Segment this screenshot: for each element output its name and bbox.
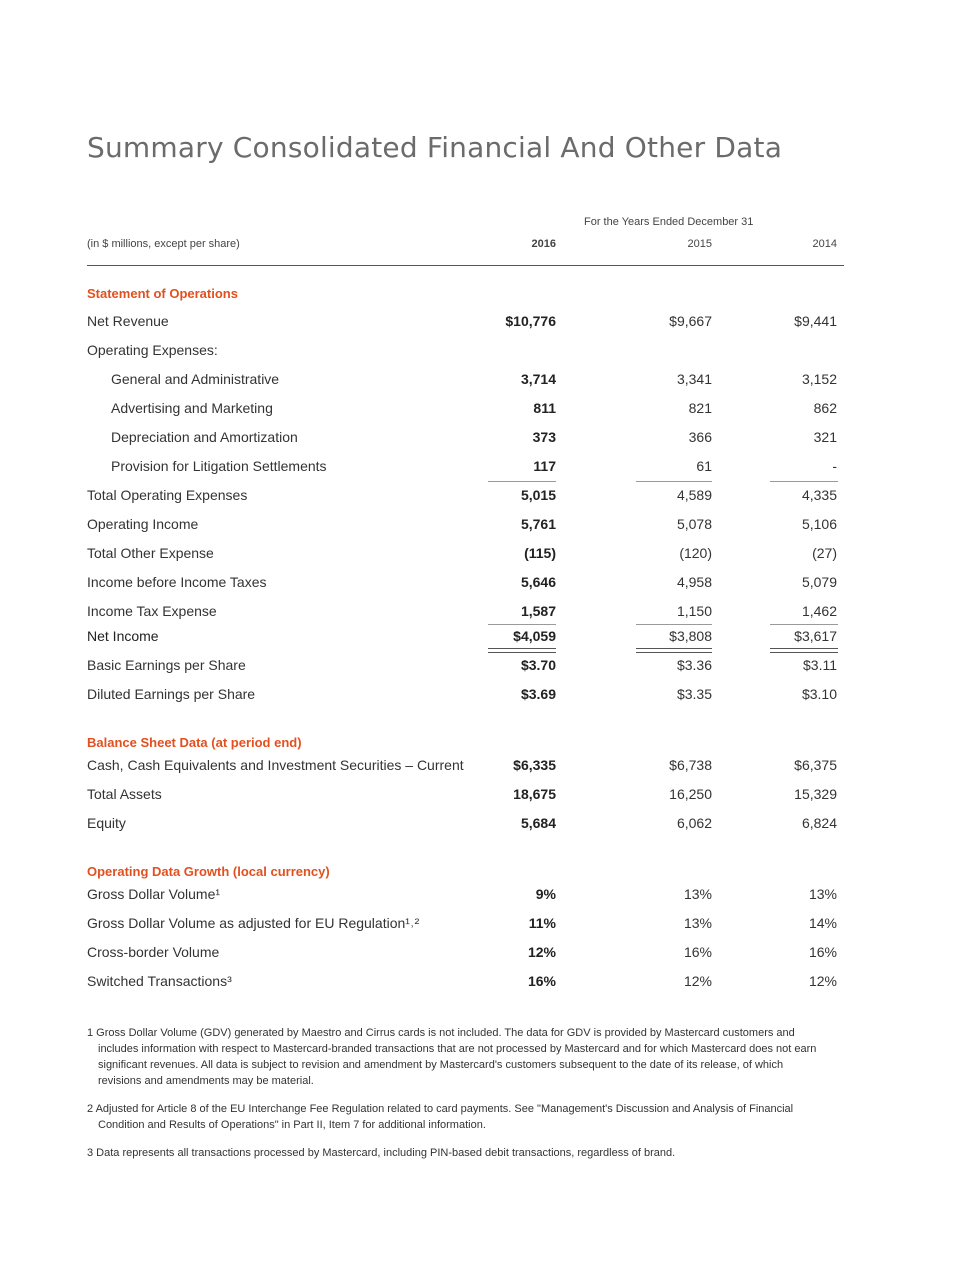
table-row-advertising-marketing	[0, 400, 960, 422]
table-row-litigation-provision	[0, 458, 960, 480]
value-2016: 18,675	[513, 786, 556, 802]
row-label: Basic Earnings per Share	[87, 657, 246, 673]
row-label: Operating Expenses:	[87, 342, 218, 358]
table-row-depreciation-amortization	[0, 429, 960, 451]
row-label: Total Assets	[87, 786, 162, 802]
value-2016: $3.70	[520, 657, 556, 673]
row-label: Operating Income	[87, 516, 199, 532]
value-2015: 3,341	[676, 371, 712, 387]
table-row-income-tax-expense	[0, 603, 960, 625]
value-2016: 9%	[535, 886, 556, 902]
row-label: Advertising and Marketing	[111, 400, 273, 416]
value-2014: $3.11	[803, 657, 837, 673]
table-row-switched-transactions	[0, 973, 960, 995]
subtotal-rule-2015	[636, 481, 712, 482]
footnote-2: 2 Adjusted for Article 8 of the EU Interchange Fee Regulation related to card payments. See "Management's Discussion and Analysis of Financial Condition and Results of Operations" in Part II, Item 7 for additional information.	[87, 1103, 794, 1131]
value-2014: $9,441	[794, 313, 837, 329]
value-2015: 6,062	[676, 815, 712, 831]
value-2014: 16%	[808, 944, 837, 960]
value-2016: 3,714	[520, 371, 556, 387]
value-2015: $3,808	[669, 628, 712, 644]
units-label: (in $ millions, except per share)	[87, 238, 240, 250]
value-2016: 12%	[527, 944, 556, 960]
value-2014: 4,335	[801, 487, 837, 503]
value-2016: 5,015	[520, 487, 556, 503]
value-2014: 6,824	[801, 815, 837, 831]
value-2014: $3,617	[794, 628, 837, 644]
table-row-gdv-adjusted-eu	[0, 915, 960, 937]
value-2014: 321	[813, 429, 837, 445]
row-label: Cross-border Volume	[87, 944, 220, 960]
section-title-operations: Statement of Operations	[87, 286, 238, 301]
value-2014: 15,329	[794, 786, 837, 802]
year-column-2016: 2016	[531, 238, 556, 250]
value-2015: 4,589	[676, 487, 712, 503]
row-label: Income before Income Taxes	[87, 574, 267, 590]
table-row-diluted-eps	[0, 686, 960, 708]
value-2016: $3.69	[520, 686, 556, 702]
value-2015: 16%	[683, 944, 712, 960]
value-2014: 12%	[808, 973, 837, 989]
value-2016: 11%	[528, 915, 556, 931]
value-2016: $10,776	[505, 313, 556, 329]
footnotes	[87, 1025, 827, 1173]
value-2014: (27)	[812, 545, 837, 561]
value-2015: 13%	[683, 886, 712, 902]
value-2015: 16,250	[669, 786, 712, 802]
row-label: Gross Dollar Volume as adjusted for EU Regulation¹˒²	[87, 915, 420, 931]
row-label: Gross Dollar Volume¹	[87, 886, 221, 902]
value-2016: 1,587	[520, 603, 556, 619]
value-2014: 14%	[808, 915, 837, 931]
years-header: For the Years Ended December 31	[584, 216, 754, 228]
table-row-net-income	[0, 628, 960, 650]
row-label: Total Operating Expenses	[87, 487, 248, 503]
section-title-balance-sheet: Balance Sheet Data (at period end)	[87, 735, 302, 750]
value-2016: 5,646	[520, 574, 556, 590]
value-2016: 117	[533, 458, 556, 474]
value-2014: $3.10	[801, 686, 837, 702]
value-2015: 821	[688, 400, 712, 416]
row-label: Net Revenue	[87, 313, 169, 329]
value-2016: 5,761	[520, 516, 556, 532]
row-label: Income Tax Expense	[87, 603, 217, 619]
value-2015: $3.36	[676, 657, 712, 673]
value-2014: -	[832, 458, 837, 474]
row-label: Switched Transactions³	[87, 973, 232, 989]
value-2016: (115)	[524, 545, 556, 561]
double-rule-2015	[636, 648, 712, 653]
value-2015: 366	[688, 429, 712, 445]
row-label: Provision for Litigation Settlements	[111, 458, 327, 474]
footnote-1: 1 Gross Dollar Volume (GDV) generated by Maestro and Cirrus cards is not included. The data for GDV is provided by Mastercard customers and includes information with respect to Mastercard-branded transactions that are not processed by Mastercard and for which Mastercard does not earn significant revenues. All data is subject to revision and amendment by Mastercard's customers subsequent to the date of its release, of which revisions and amendments may be material.	[87, 1027, 817, 1087]
table-row-net-revenue	[0, 313, 960, 335]
value-2016: 5,684	[520, 815, 556, 831]
value-2014: 5,079	[801, 574, 837, 590]
value-2015: (120)	[679, 545, 712, 561]
double-rule-2014	[770, 648, 838, 653]
row-label: Equity	[87, 815, 126, 831]
row-label: Depreciation and Amortization	[111, 429, 298, 445]
table-row-cash-equivalents	[0, 757, 960, 779]
table-row-cross-border-volume	[0, 944, 960, 966]
value-2015: 13%	[683, 915, 712, 931]
value-2015: $6,738	[669, 757, 712, 773]
section-title-operating-growth: Operating Data Growth (local currency)	[87, 864, 330, 879]
value-2014: 13%	[808, 886, 837, 902]
row-label: Net Income	[87, 628, 159, 644]
net-income-rule-2016	[488, 624, 556, 625]
subtotal-rule-2016	[488, 481, 556, 482]
footnote-3: 3 Data represents all transactions processed by Mastercard, including PIN-based debit transactions, regardless of brand.	[87, 1147, 676, 1159]
value-2016: 373	[532, 429, 556, 445]
value-2015: 4,958	[676, 574, 712, 590]
table-row-general-administrative	[0, 371, 960, 393]
year-column-2014: 2014	[812, 238, 837, 250]
row-label: Total Other Expense	[87, 545, 214, 561]
header-divider	[87, 265, 844, 266]
value-2015: 61	[696, 458, 712, 474]
table-row-basic-eps	[0, 657, 960, 679]
value-2016: $4,059	[513, 628, 556, 644]
table-row-operating-income	[0, 516, 960, 538]
table-row-income-before-taxes	[0, 574, 960, 596]
table-row-total-other-expense	[0, 545, 960, 567]
table-row-equity	[0, 815, 960, 837]
value-2014: 1,462	[801, 603, 837, 619]
table-row-total-operating-expenses	[0, 487, 960, 509]
page-title: Summary Consolidated Financial And Other Data	[87, 130, 783, 164]
subtotal-rule-2014	[770, 481, 838, 482]
table-row-total-assets	[0, 786, 960, 808]
double-rule-2016	[488, 648, 556, 653]
net-income-rule-2014	[770, 624, 838, 625]
row-label: Diluted Earnings per Share	[87, 686, 256, 702]
value-2016: $6,335	[513, 757, 556, 773]
table-row-gross-dollar-volume	[0, 886, 960, 908]
value-2015: 5,078	[676, 516, 712, 532]
value-2014: 862	[813, 400, 837, 416]
value-2016: 16%	[527, 973, 556, 989]
value-2016: 811	[533, 400, 556, 416]
value-2014: 3,152	[801, 371, 837, 387]
year-column-2015: 2015	[687, 238, 712, 250]
row-label: General and Administrative	[111, 371, 280, 387]
row-label: Cash, Cash Equivalents and Investment Securities – Current	[87, 757, 464, 773]
net-income-rule-2015	[636, 624, 712, 625]
value-2015: $3.35	[676, 686, 712, 702]
value-2015: 12%	[683, 973, 712, 989]
value-2015: $9,667	[669, 313, 712, 329]
table-row-operating-expenses-header	[0, 342, 960, 364]
value-2015: 1,150	[676, 603, 712, 619]
value-2014: $6,375	[794, 757, 837, 773]
value-2014: 5,106	[801, 516, 837, 532]
